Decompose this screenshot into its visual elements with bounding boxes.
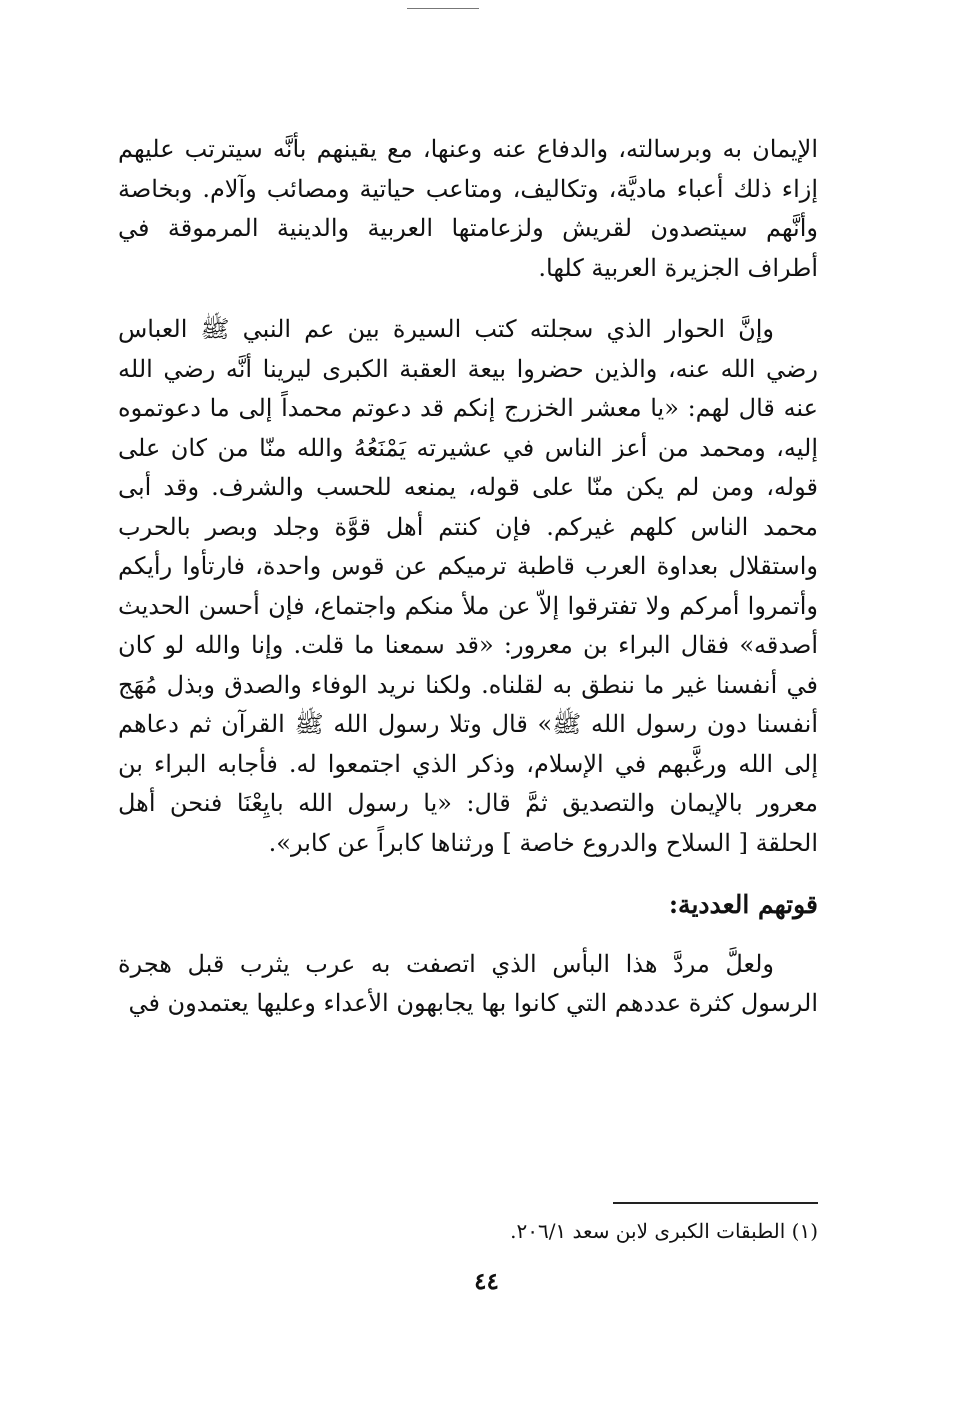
paragraph-3: ولعلَّ مردَّ هذا البأس الذي اتصفت به عرب يثرب قبل هجرة الرسول كثرة عددهم التي كانوا بها يجابهون الأعداء وعليها يعتمدون في	[118, 949, 818, 1017]
paragraph-1: الإيمان به وبرسالته، والدفاع عنه وعنها، مع يقينهم بأنَّه سيترتب عليهم إزاء ذلك أعباء ماديَّة، وتكاليف، ومتاعب حياتية ومصائب وآلام. وبخاصة وأنَّهم سيتصدون لقريش ولزعامتها العربية والدينية المرموقة في أطراف الجزيرة العربية كلها.	[118, 135, 818, 282]
page-number: ٤٤	[474, 1268, 499, 1295]
top-decorative-rule	[407, 8, 479, 9]
paragraph-2: وإنَّ الحوار الذي سجلته كتب السيرة بين عم النبي ﷺ العباس رضي الله عنه، والذين حضروا بيعة العقبة الكبرى ليرينا أنَّه رضي الله عنه قال لهم: «يا معشر الخزرج إنكم قد دعوتم محمداً إلى ما دعوتموه إليه، ومحمد من أعز الناس في عشيرته يَمْنَعُهُ والله منّا من كان على قوله، ومن لم يكن منّا على قوله، يمنعه للحسب والشرف. وقد أبى محمد الناس كلهم غيركم. فإن كنتم أهل قوَّة وجلد وبصر بالحرب واستقلال بعداوة العرب قاطبة ترميكم عن قوس واحدة، فارتأوا رأيكم وأتمروا أمركم ولا تفترقوا إلاّ عن ملأ منكم واجتماع، فإن أحسن الحديث أصدقه» فقال البراء بن معرور: «قد سمعنا ما قلت. وإنا والله لو كان في أنفسنا غير ما ننطق به لقلناه. ولكنا نريد الوفاء والصدق وبذل مُهَج أنفسنا دون رسول الله ﷺ» قال وتلا رسول الله ﷺ القرآن ثم دعاهم إلى الله ورغَّبهم في الإسلام، وذكر الذي اجتمعوا له. فأجابه البراء بن معرور بالإيمان والتصديق ثمَّ قال: «يا رسول الله بايِعْنَا فنحن أهل الحلقة [ السلاح والدروع خاصة ] ورثناها كابراً عن كابر».	[118, 315, 818, 857]
footnote: (١) الطبقات الكبرى لابن سعد ٢٠٦/١.	[510, 1219, 818, 1243]
page-body	[118, 130, 818, 1024]
section-heading: قوتهم العددية:	[668, 890, 818, 919]
footnote-divider	[613, 1202, 818, 1204]
